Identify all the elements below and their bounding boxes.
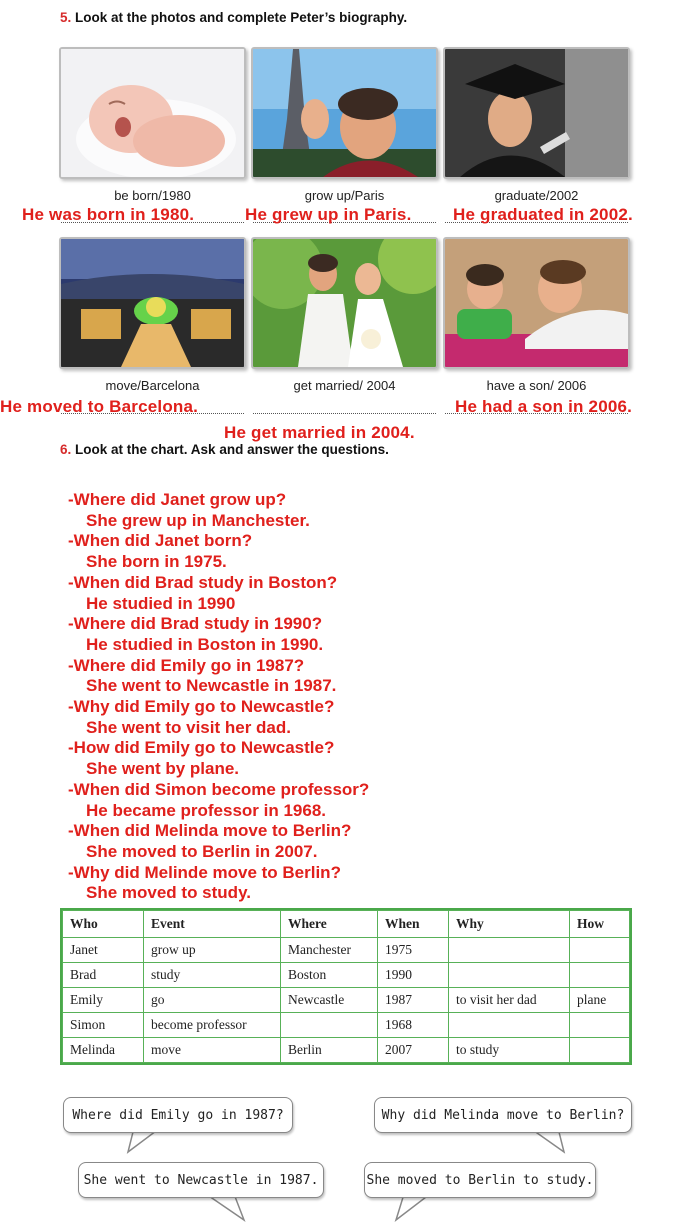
header-why: Why — [449, 911, 570, 938]
question-10: -Why did Melinde move to Berlin? — [68, 862, 341, 882]
exercise-5-number: 5. — [60, 10, 72, 25]
header-when: When — [378, 911, 449, 938]
answer-6: He had a son in 2006. — [455, 397, 633, 416]
cell-event: become professor — [144, 1013, 281, 1038]
answer-q10: She moved to study. — [86, 883, 251, 903]
cell-where: Boston — [281, 963, 378, 988]
answer-q8: He became professor in 1968. — [86, 800, 327, 820]
photo-wedding — [251, 237, 438, 369]
exercise-6-title: Look at the chart. Ask and answer the questions. — [75, 442, 389, 457]
cell-how — [570, 1038, 630, 1063]
table-row — [63, 938, 630, 963]
speech-bubble-q2 — [374, 1097, 632, 1133]
cell-where — [281, 1013, 378, 1038]
speech-bubble-q1-text: Where did Emily go in 1987? — [72, 1107, 284, 1123]
biography-chart-table — [62, 910, 630, 1063]
cell-event: go — [144, 988, 281, 1013]
speech-bubble-a2 — [364, 1162, 596, 1198]
cell-how — [570, 1013, 630, 1038]
cell-when: 1975 — [378, 938, 449, 963]
cell-when: 1990 — [378, 963, 449, 988]
bubble-tail-a1 — [200, 1194, 260, 1222]
caption-1: be born/1980 — [114, 188, 191, 203]
caption-3: graduate/2002 — [494, 188, 579, 203]
cell-event: move — [144, 1038, 281, 1063]
answer-4: He moved to Barcelona. — [0, 397, 199, 416]
caption-4: move/Barcelona — [105, 378, 200, 393]
answer-q4: He studied in Boston in 1990. — [86, 634, 324, 654]
answer-1: He was born in 1980. — [22, 205, 195, 224]
question-2: -When did Janet born? — [68, 531, 253, 551]
cell-when: 1968 — [378, 1013, 449, 1038]
cell-where: Newcastle — [281, 988, 378, 1013]
cell-when: 1987 — [378, 988, 449, 1013]
cell-event: grow up — [144, 938, 281, 963]
cell-why — [449, 938, 570, 963]
question-1: -Where did Janet grow up? — [68, 490, 287, 509]
header-who: Who — [63, 911, 144, 938]
cell-where: Manchester — [281, 938, 378, 963]
photo-barcelona — [59, 237, 246, 369]
photo-paris-boy — [251, 47, 438, 179]
caption-2: grow up/Paris — [304, 188, 385, 203]
table-header-row — [63, 911, 630, 938]
question-4: -Where did Brad study in 1990? — [68, 614, 323, 634]
answer-q7: She went by plane. — [86, 759, 240, 779]
exercise-6-heading — [60, 442, 389, 457]
question-9: -When did Melinda move to Berlin? — [68, 821, 352, 841]
qa-list — [68, 490, 668, 904]
table-row — [63, 1038, 630, 1063]
answer-q1: She grew up in Manchester. — [86, 510, 310, 530]
cell-why — [449, 963, 570, 988]
caption-5: get married/ 2004 — [293, 378, 396, 393]
cell-who: Janet — [63, 938, 144, 963]
answer-q9: She moved to Berlin in 2007. — [86, 841, 318, 861]
table-row — [63, 963, 630, 988]
cell-who: Simon — [63, 1013, 144, 1038]
cell-who: Emily — [63, 988, 144, 1013]
answer-q2: She born in 1975. — [86, 552, 227, 572]
answer-3: He graduated in 2002. — [453, 205, 633, 224]
photo-father-son — [443, 237, 630, 369]
cell-event: study — [144, 963, 281, 988]
cell-where: Berlin — [281, 1038, 378, 1063]
speech-bubble-a1-text: She went to Newcastle in 1987. — [83, 1172, 319, 1188]
cell-how — [570, 938, 630, 963]
question-7: -How did Emily go to Newcastle? — [68, 738, 335, 758]
answer-line-5 — [253, 413, 436, 414]
question-5: -Where did Emily go in 1987? — [68, 655, 305, 675]
answer-q6: She went to visit her dad. — [86, 717, 291, 737]
cell-who: Brad — [63, 963, 144, 988]
exercise-6-number: 6. — [60, 442, 72, 457]
table-row — [63, 1013, 630, 1038]
speech-bubble-q2-text: Why did Melinda move to Berlin? — [381, 1107, 625, 1123]
answer-5: He get married in 2004. — [224, 423, 415, 442]
cell-why — [449, 1013, 570, 1038]
speech-bubble-a2-text: She moved to Berlin to study. — [366, 1172, 594, 1188]
cell-why: to study — [449, 1038, 570, 1063]
header-where: Where — [281, 911, 378, 938]
question-8: -When did Simon become professor? — [68, 779, 370, 799]
photo-graduate — [443, 47, 630, 179]
bubble-tail-a2 — [390, 1194, 450, 1222]
cell-how: plane — [570, 988, 630, 1013]
caption-6: have a son/ 2006 — [486, 378, 587, 393]
photo-baby — [59, 47, 246, 179]
speech-bubble-q1 — [63, 1097, 293, 1133]
cell-when: 2007 — [378, 1038, 449, 1063]
table-row — [63, 988, 630, 1013]
cell-how — [570, 963, 630, 988]
header-event: Event — [144, 911, 281, 938]
speech-bubble-a1 — [78, 1162, 324, 1198]
cell-who: Melinda — [63, 1038, 144, 1063]
answer-q5: She went to Newcastle in 1987. — [86, 676, 337, 696]
question-3: -When did Brad study in Boston? — [68, 572, 338, 592]
cell-why: to visit her dad — [449, 988, 570, 1013]
answer-q3: He studied in 1990 — [86, 593, 236, 613]
exercise-5-title: Look at the photos and complete Peter’s biography. — [75, 10, 408, 25]
header-how: How — [570, 911, 630, 938]
answer-2: He grew up in Paris. — [245, 205, 412, 224]
exercise-5-heading — [60, 10, 407, 25]
question-6: -Why did Emily go to Newcastle? — [68, 697, 335, 717]
